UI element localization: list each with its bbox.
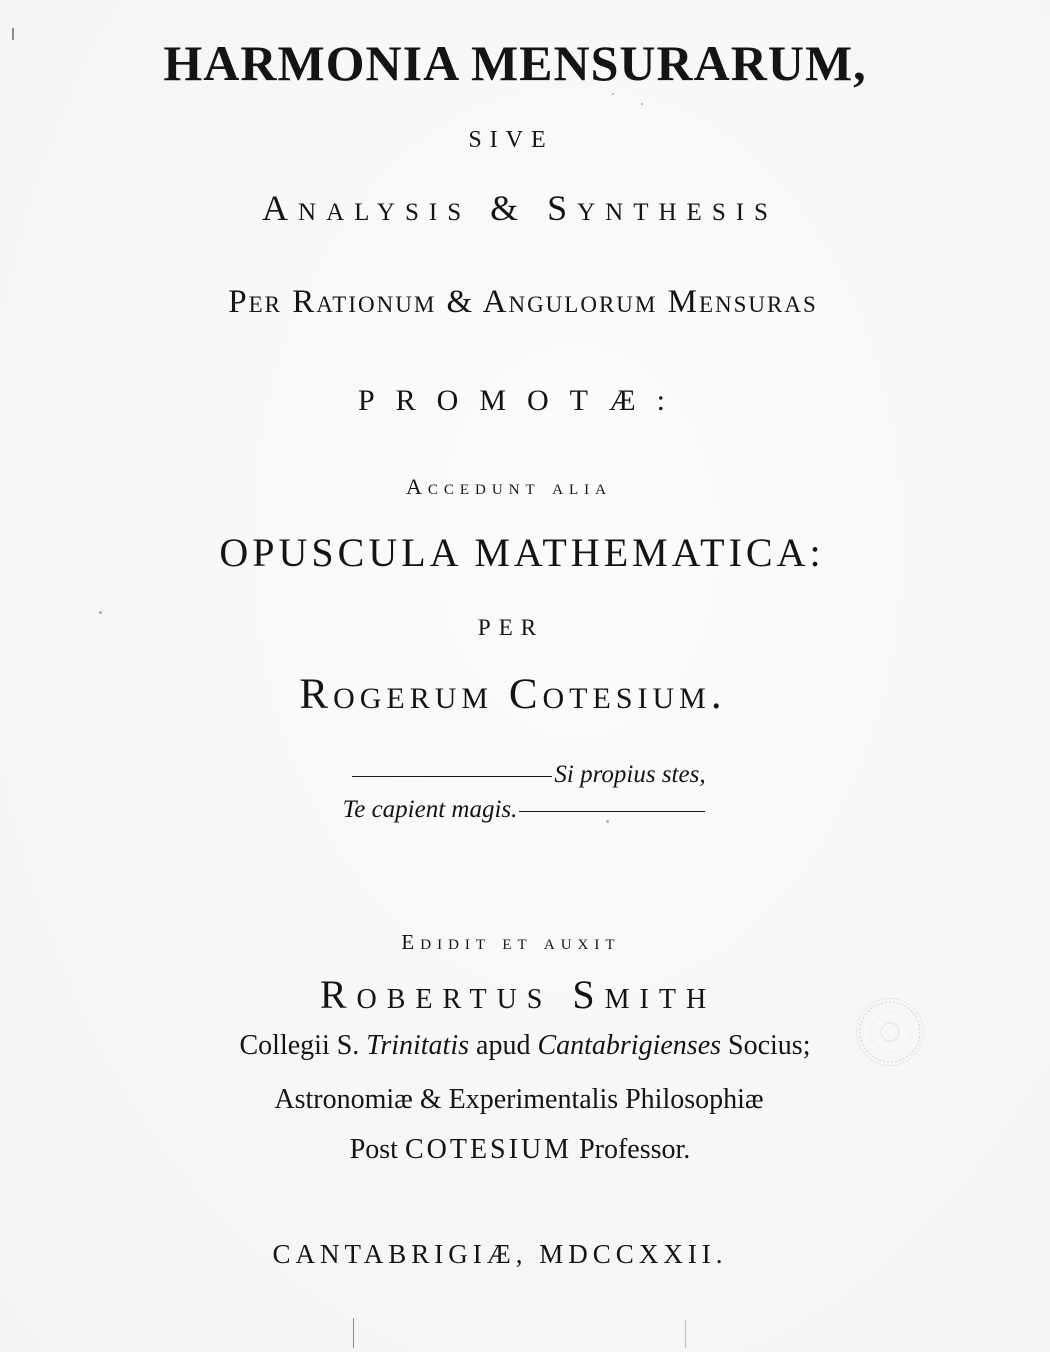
per-line: PER — [477, 615, 545, 640]
paper-edge-mark — [353, 1318, 354, 1348]
college-trinitatis: Trinitatis — [366, 1030, 470, 1061]
editor-name: Robertus Smith — [319, 972, 717, 1017]
promotae-line: PROMOTÆ: — [357, 384, 687, 417]
post-name: COTESIUM — [404, 1134, 573, 1165]
subtitle-per-rationum: Per Rationum & Angulorum Mensuras — [228, 284, 818, 320]
edidit-line: Edidit et auxit — [401, 930, 621, 954]
paper-speck — [612, 93, 614, 95]
paper-speck — [99, 611, 102, 614]
paper-speck — [606, 820, 609, 823]
paper-speck — [641, 103, 643, 105]
paper-edge-mark — [12, 28, 14, 40]
paper-edge-mark — [685, 1320, 686, 1348]
motto-dash-right — [519, 811, 705, 812]
college-pre: Collegii S. — [239, 1030, 360, 1061]
book-title: HARMONIA MENSURARUM, — [163, 35, 867, 91]
motto-text-1: Si propius stes, — [554, 761, 706, 788]
imprint-line: CANTABRIGIÆ, MDCCXXII. — [272, 1239, 728, 1269]
post-pre: Post — [349, 1134, 398, 1165]
post-line — [0, 1136, 1045, 1164]
college-apud: apud — [476, 1030, 531, 1061]
opuscula-heading: OPUSCULA MATHEMATICA: — [219, 530, 825, 575]
accedunt-line: Accedunt alia — [405, 474, 613, 499]
post-professor: Professor. — [579, 1134, 691, 1165]
college-socius: Socius; — [728, 1030, 811, 1061]
college-cantabrigienses: Cantabrigienses — [537, 1030, 722, 1061]
library-stamp-icon — [856, 998, 924, 1066]
motto-line-2 — [0, 797, 1050, 822]
motto-dash-left — [352, 776, 552, 777]
author-name: Rogerum Cotesium. — [299, 671, 727, 718]
motto-text-2: Te capient magis. — [342, 796, 518, 823]
motto-line-1 — [0, 762, 1050, 787]
sive-line: SIVE — [468, 127, 554, 153]
astronomiae-line: Astronomiæ & Experimentalis Philosophiæ — [274, 1084, 764, 1115]
subtitle-analysis: Analysis & Synthesis — [262, 188, 778, 228]
